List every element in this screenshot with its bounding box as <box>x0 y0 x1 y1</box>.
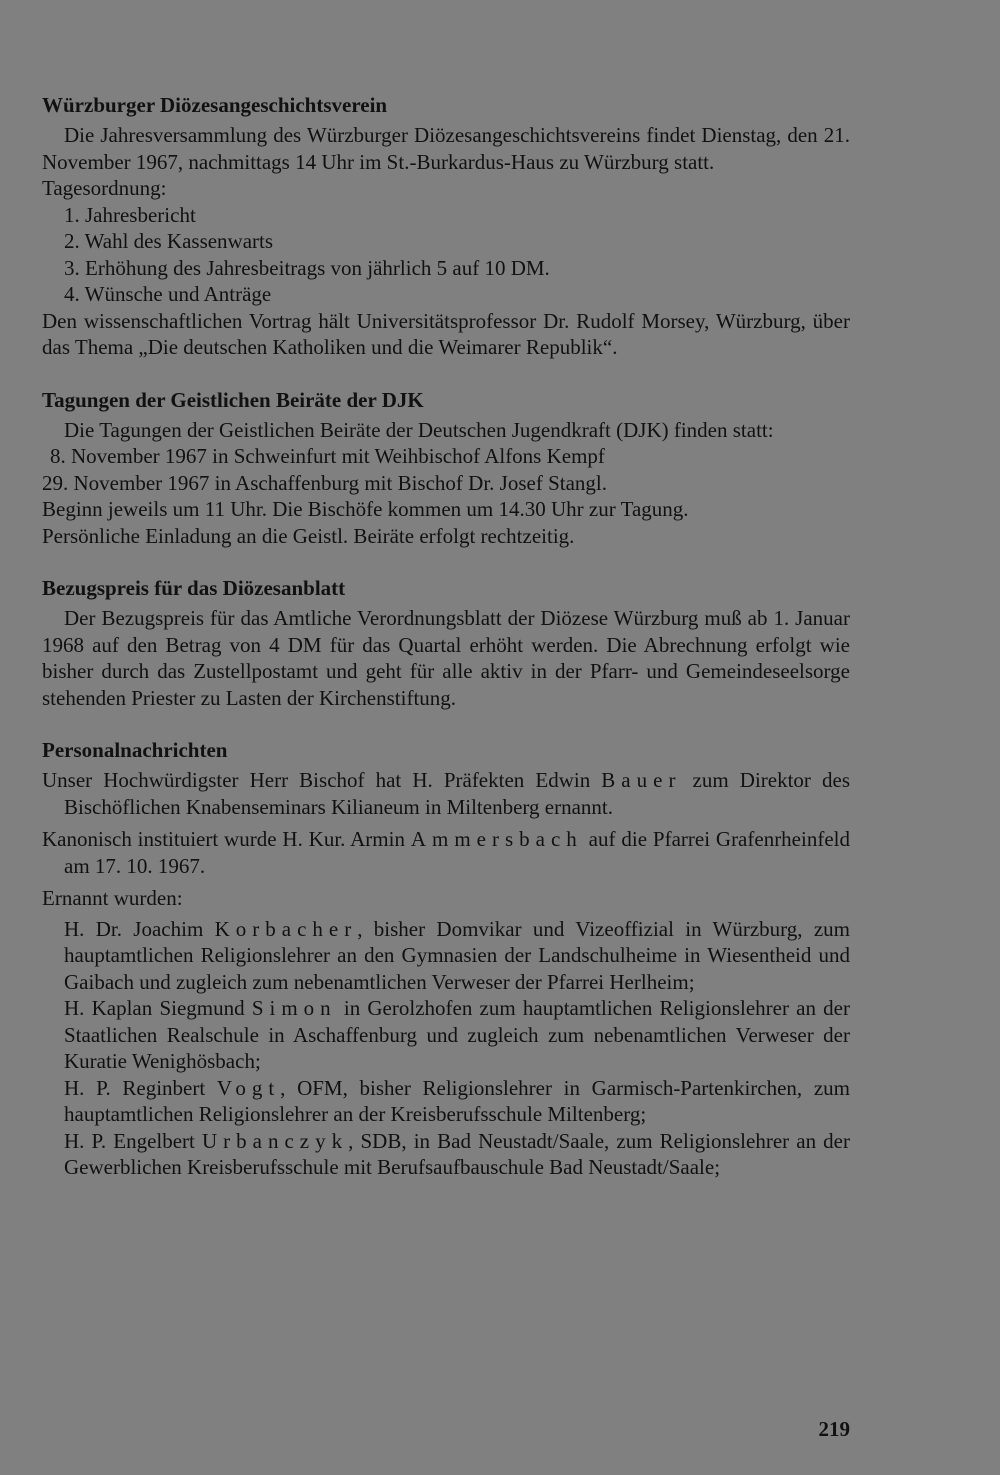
entry-text: Kanonisch instituiert wurde H. Kur. Armin <box>42 827 411 851</box>
agenda-item: 2. Wahl des Kassenwarts <box>64 229 274 253</box>
paragraph: Die Tagungen der Geistlichen Beiräte der Deutschen Jugendkraft (DJK) finden statt: <box>64 417 774 442</box>
entry-text: H. P. Reginbert <box>64 1075 217 1100</box>
entry-text: H. Kaplan Siegmund <box>64 996 252 1020</box>
person-name: Simon <box>251 996 337 1020</box>
entry-text: , SDB, in Bad Neustadt/Saale, zum Religionslehrer an der Gewerblichen Kreisberufsschule mit Berufsaufbauschule Bad Neustadt/Saale; <box>64 1128 851 1179</box>
person-name: Bauer <box>601 768 682 792</box>
agenda-item: 4. Wünsche und Anträge <box>64 282 272 306</box>
appointment-entry <box>64 1128 850 1181</box>
section-heading: Würzburger Diözesangeschichtsverein <box>42 93 388 117</box>
date-item: 29. November 1967 in Aschaffenburg mit Bischof Dr. Josef Stangl. <box>42 470 607 495</box>
paragraph: Persönliche Einladung an die Geistl. Beiräte erfolgt rechtzeitig. <box>42 523 575 548</box>
paragraph: Beginn jeweils um 11 Uhr. Die Bischöfe kommen um 14.30 Uhr zur Tagung. <box>42 497 689 521</box>
paragraph: Den wissenschaftlichen Vortrag hält Universitätsprofessor Dr. Rudolf Morsey, Würzburg, über das Thema „Die deutschen Katholiken und die Weimarer Republik“. <box>42 308 850 359</box>
appointed-label: Ernannt wurden: <box>42 886 183 910</box>
agenda-item: 3. Erhöhung des Jahresbeitrags von jährlich 5 auf 10 DM. <box>64 255 550 280</box>
entry-text: , OFM, bisher Religionslehrer in Garmisch-Partenkirchen, zum hauptamtlichen Religionslehrer an der Kreisberufsschule Miltenberg; <box>64 1075 851 1126</box>
entry-text: H. P. Engelbert <box>64 1128 202 1153</box>
person-name: Urbanczyk <box>202 1128 349 1153</box>
paragraph: Die Jahresversammlung des Würzburger Diözesangeschichtsvereins findet Dienstag, den 21. November 1967, nachmittags 14 Uhr im St.-Burkardus-Haus zu Würzburg statt. <box>42 123 850 174</box>
entry-text: , bisher Domvikar und Vizeoffizial in Würzburg, zum hauptamtlichen Religionslehrer an den Gymnasien der Landschulheime in Wiesentheid und Gaibach und zugleich zum nebenamtlichen Verweser der Pfarrei Herlheim; <box>64 916 850 994</box>
section-heading: Bezugspreis für das Diözesanblatt <box>42 576 346 600</box>
entry-text: H. Dr. Joachim <box>64 916 215 941</box>
personnel-entry <box>42 826 850 879</box>
paragraph: Der Bezugspreis für das Amtliche Verordnungsblatt der Diözese Würzburg muß ab 1. Januar 1968 auf den Betrag von 4 DM für das Quartal erhöht werden. Die Abrechnung erfolgt wie bisher durch das Zustellpostamt und geht für alle aktiv in der Pfarr- und Gemeindeseelsorge stehenden Priester zu Lasten der Kirchenstiftung. <box>42 606 850 710</box>
appointment-list <box>42 916 850 1181</box>
section-diozesangeschichtsverein <box>42 92 850 361</box>
section-heading: Tagungen der Geistlichen Beiräte der DJK <box>42 387 424 412</box>
person-name: Korbacher <box>214 916 358 941</box>
section-djk-tagungen <box>42 387 850 550</box>
date-item: 8. November 1967 in Schweinfurt mit Weihbischof Alfons Kempf <box>50 444 605 468</box>
person-name: Ammersbach <box>410 827 583 851</box>
section-bezugspreis <box>42 575 850 711</box>
entry-text: zum Direktor des Bischöflichen Knabenseminars Kilianeum in Miltenberg ernannt. <box>64 768 850 819</box>
entry-text: in Gerolzhofen zum hauptamtlichen Religionslehrer an der Staatlichen Realschule in Aschaffenburg und zugleich zum nebenamtlichen Verweser der Kuratie Wenighösbach; <box>64 996 851 1073</box>
entry-text: Unser Hochwürdigster Herr Bischof hat H. Präfekten Edwin <box>42 768 602 792</box>
section-personalnachrichten <box>42 737 850 1181</box>
appointment-entry <box>64 916 850 996</box>
person-name: Vogt <box>216 1075 281 1100</box>
personnel-entry <box>42 767 850 820</box>
agenda-item: 1. Jahresbericht <box>64 202 196 227</box>
entry-text: auf die Pfarrei Grafenrheinfeld am 17. 10. 1967. <box>64 827 850 878</box>
agenda-label: Tagesordnung: <box>42 176 167 200</box>
page-number: 219 <box>818 1417 850 1441</box>
appointment-entry <box>64 995 850 1075</box>
section-heading: Personalnachrichten <box>42 738 228 762</box>
appointment-entry <box>64 1075 850 1128</box>
